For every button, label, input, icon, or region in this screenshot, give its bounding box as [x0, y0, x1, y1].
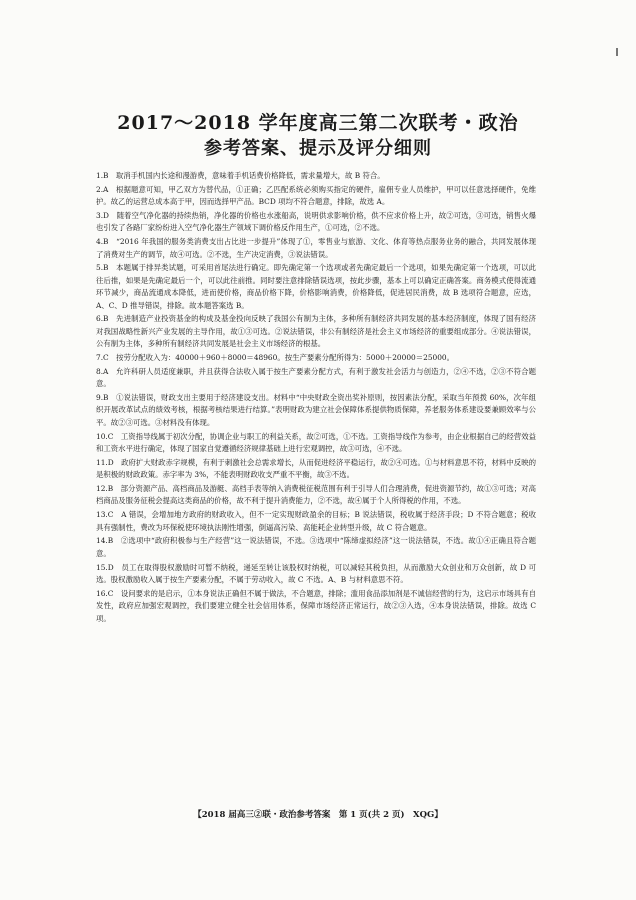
answer-item-2: 2.A 根据题意可知，甲乙双方为替代品，①正确；乙匹配系统必须购买指定的硬件，雇佣专业人员维护，甲可以任意选择硬件，免维护。故乙的运营总成本高于甲，因而选择甲产品。BCD 项均不符合题意，排除，故选 A。 [96, 184, 536, 207]
answer-item-6: 6.B 先进制造产业投资基金的构成及基金投向反映了我国公有制为主体，多种所有制经济共同发展的基本经济制度，体现了国有经济对我国战略性新兴产业发展的主导作用，故①③可选。②说法错误，非公有制经济是社会主义市场经济的重要组成部分。④说法错误，公有制为主体，多种所有制经济共同发展是社会主义市场经济的根基。 [96, 314, 536, 349]
answer-item-8: 8.A 允许科研人员适度兼职，并且获得合法收入属于按生产要素分配方式，有利于激发社会活力与创造力，②④不选，②③不符合题意。 [96, 366, 536, 389]
page-title: 2017～2018 学年度高三第二次联考・政治 [117, 112, 519, 134]
answer-item-13: 13.C A 错误，会增加地方政府的财政收入，但不一定实现财政盈余的目标；B 说法错误，税收属于经济手段；D 不符合题意；税收具有强制性，费改为环保税使环境执法刚性增强，倒逼高污染、高能耗企业转型升级，故 C 符合题意。 [96, 510, 536, 532]
answer-item-15: 15.D 员工在取得股权激励时可暂不纳税，递延至转让该股权时纳税，可以减轻其税负担，从而激励大众创业和万众创新，故 D 可选。股权激励收入属于按生产要素分配，不属于劳动收入，故 C 不选。A、B 与材料意思不符。 [96, 562, 536, 585]
page-subtitle: 参考答案、提示及评分细则 [204, 138, 432, 159]
answer-item-11: 11.D 政府扩大财政赤字规模，有利于刺激社会总需求增长，从而促进经济平稳运行，故②④可选。①与材料意思不符，材料中反映的是积极的财政政策。赤字率为 3%，不能表明财政收支严重不平衡，故③不选。 [96, 457, 536, 480]
answer-list [96, 170, 536, 626]
page-edge-mark [616, 48, 618, 56]
answer-item-1: 1.B 取消手机国内长途和漫游费，意味着手机话费价格降低，需求量增大，故 B 符合。 [96, 171, 385, 180]
answer-item-4: 4.B “2016 年我国的服务类消费支出占比进一步提升”体现了①，零售业与旅游、文化、体育等热点服务业务的融合，共同发展体现了消费对生产的调节，故④可选。②不选，生产决定消费，③说法错误。 [96, 237, 536, 259]
answer-item-12: 12.B 部分资源产品、高档商品及游艇、高档手表等纳入消费税征税范围有利于引导人们合理消费，促进资源节约，故①③可选；对高档商品及服务征税会提高这类商品的价格，故不利于提升消费能力，②不选，故④属于个人所得税的作用，不选。 [96, 484, 536, 506]
page-footer: 【2018 届高三②联・政治参考答案 第 1 页(共 2 页) XQG】 [193, 810, 443, 820]
answer-item-3: 3.D 随着空气净化器的持续热销，净化器的价格也水涨船高，说明供求影响价格，供不应求价格上升，故②可选，③可选，销售火爆也引发了各路厂家纷纷进入空气净化器生产领域下调价格反作用生产，①可选，②不选。 [96, 211, 536, 233]
answer-item-14: 14.B ②选项中“政府积极参与生产经营”这一说法错误，不选。③选项中“陈缔虚拟经济”这一说法错误，不选。故①④正确且符合题意。 [96, 536, 536, 558]
answer-item-16: 16.C 设问要求的是启示，①本身说法正确但不属于做法，不合题意，排除；滥用食品添加剂是不诚信经营的行为，这启示市场具有自发性，政府应加强宏观调控，我们要建立健全社会信用体系，保障市场经济正常运行，故②③入选，④本身说法错误，排除。故选 C 项。 [96, 588, 536, 623]
answer-item-5: 5.B 本题属于排异类试题，可采用首尾法进行确定。即先确定第一个选项或者先确定最后一个选项，如果先确定第一个选项，可以此往后推，如果是先确定最后一个，可以此往前推。同时要注意排除错误选项，按此步骤，基本上可以确定正确答案。商务模式使得流通环节减少，商品流通成本降低，进而使价格，商品价格下降，价格影响消费，价格降低，促进居民消费，故 B 选项符合题意，应选，A、C、D 推导错误，排除。故本题答案选 B。 [96, 263, 536, 310]
answer-item-10: 10.C 工资指导线属于初次分配，协调企业与职工的利益关系，故②可选，①不选。工资指导线作为参考，由企业根据自己的经营效益和工资水平进行确定，体现了国家自觉遵循经济规律基础上进行宏观调控，故③可选，④不选。 [96, 431, 536, 454]
answer-item-9: 9.B ①说法错误，财政支出主要用于经济建设支出。材料中“中央财政全资出奖补原则，按因素法分配，采取当年预拨 60%，次年组织开展改革试点的绩效考核，根据考核结果进行结算。”表明财政为建立社会保障体系提供物质保障，养老服务体系建设要兼顾效率与公平。故②③可选。③材料没有体现。 [96, 393, 536, 427]
answer-item-7: 7.C 按劳分配收入为：40000＋960＋8000＝48960。按生产要素分配所得为：5000＋20000＝25000。 [96, 353, 455, 363]
